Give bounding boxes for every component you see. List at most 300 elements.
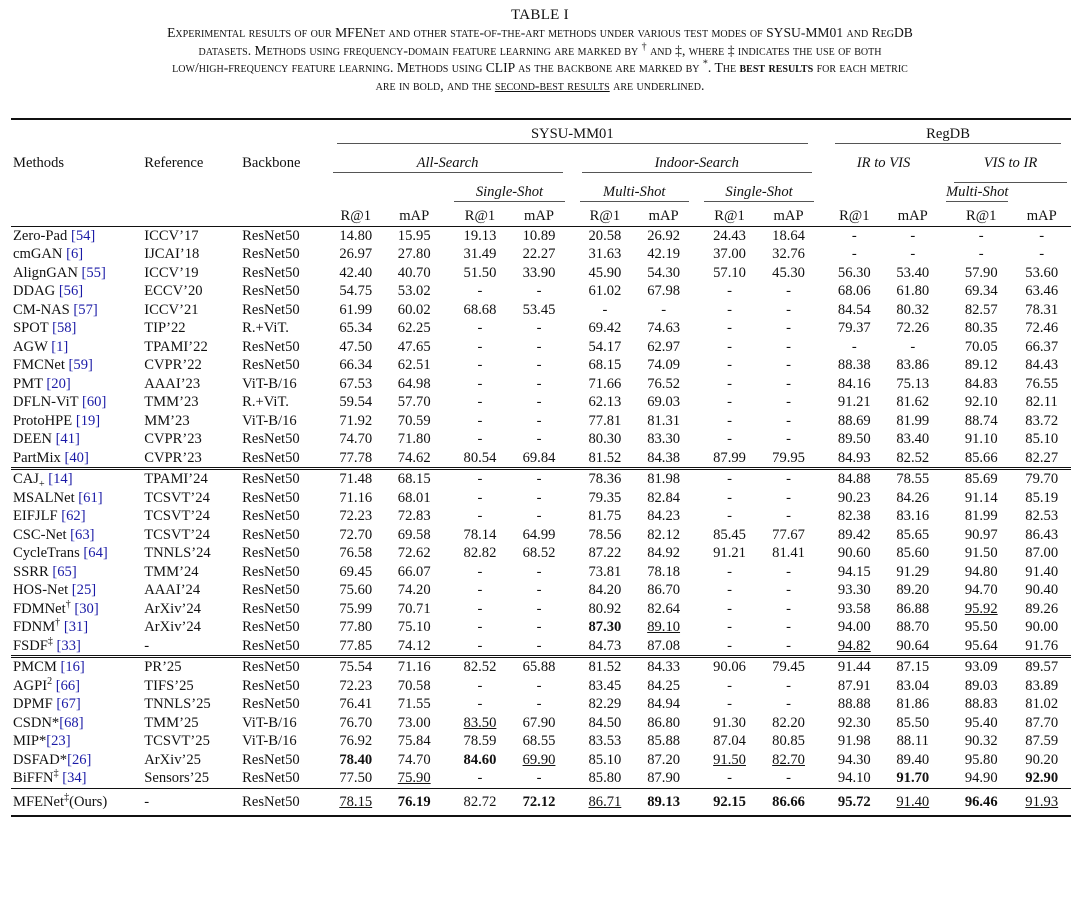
value-cell: 74.70 bbox=[339, 431, 373, 448]
value-cell: 69.45 bbox=[339, 563, 373, 580]
backbone-cell: ResNet50 bbox=[242, 227, 300, 244]
gap-cell bbox=[942, 677, 950, 696]
gap-cell bbox=[443, 282, 450, 301]
value-cell: 92.15 bbox=[700, 788, 759, 816]
value-cell: 82.84 bbox=[647, 489, 681, 506]
value-cell: 91.76 bbox=[1025, 637, 1059, 654]
reference-cell: AAAI’24 bbox=[144, 582, 201, 599]
value-cell: 94.82 bbox=[837, 637, 871, 654]
value-cell: 42.40 bbox=[339, 264, 373, 281]
reference-cell: TCSVT’24 bbox=[144, 508, 210, 525]
value-cell: 84.23 bbox=[647, 508, 681, 525]
value-cell: - bbox=[786, 489, 791, 506]
value-cell: 86.66 bbox=[759, 788, 818, 816]
method-superscript: ‡ bbox=[47, 635, 53, 647]
method-cell bbox=[11, 282, 142, 301]
value-cell: 79.35 bbox=[588, 489, 622, 506]
value-cell: - bbox=[536, 677, 542, 694]
gap-cell bbox=[818, 637, 825, 657]
value-cell: - bbox=[536, 283, 542, 300]
gap-cell bbox=[818, 393, 825, 412]
reference-cell: TPAMI’22 bbox=[144, 338, 208, 355]
method-superscript: 2 bbox=[47, 675, 53, 687]
method-name: MIP* bbox=[13, 733, 47, 750]
value-cell: 67.90 bbox=[522, 714, 556, 731]
value-cell: 74.09 bbox=[647, 357, 681, 374]
value-cell: 82.12 bbox=[647, 526, 681, 543]
value-cell: 15.95 bbox=[397, 227, 431, 244]
metric-r1: R@1 bbox=[825, 207, 883, 226]
value-cell: - bbox=[786, 677, 791, 694]
value-cell: - bbox=[786, 696, 791, 713]
gap-cell bbox=[942, 282, 950, 301]
value-cell: 94.30 bbox=[837, 751, 871, 768]
value-cell: - bbox=[759, 469, 818, 489]
value-cell: 78.55 bbox=[884, 469, 942, 489]
citation-link[interactable]: [61] bbox=[78, 489, 103, 506]
gap-cell bbox=[443, 526, 450, 545]
method-name: DEEN bbox=[13, 431, 56, 448]
value-cell: - bbox=[786, 283, 791, 300]
value-cell: 85.66 bbox=[964, 449, 998, 466]
citation-link[interactable]: [68] bbox=[59, 714, 84, 731]
value-cell: 73.81 bbox=[588, 563, 622, 580]
value-cell: - bbox=[727, 619, 732, 636]
value-cell: 75.60 bbox=[339, 582, 373, 599]
mode-vis-to-ir-label: VIS to IR bbox=[954, 155, 1067, 183]
method-cell bbox=[11, 375, 142, 394]
value-cell: 71.92 bbox=[339, 412, 373, 429]
value-cell: - bbox=[727, 357, 732, 374]
method-cell bbox=[11, 226, 142, 245]
gap-cell bbox=[693, 375, 700, 394]
citation-link[interactable]: [25] bbox=[71, 582, 97, 599]
metric-map: mAP bbox=[759, 207, 818, 226]
value-cell: 91.29 bbox=[896, 563, 930, 580]
value-cell: 80.85 bbox=[772, 733, 805, 750]
gap-cell bbox=[569, 319, 576, 338]
method-superscript: † bbox=[65, 598, 71, 610]
table-row bbox=[11, 469, 1071, 489]
value-cell: 69.03 bbox=[647, 394, 681, 411]
citation-link[interactable]: [1] bbox=[51, 338, 69, 355]
value-cell: - bbox=[477, 338, 483, 355]
backbone-cell: ViT-B/16 bbox=[242, 375, 297, 392]
value-cell: 60.02 bbox=[397, 301, 431, 318]
reference-cell: TCSVT’24 bbox=[144, 489, 210, 506]
backbone-cell: ResNet50 bbox=[242, 770, 300, 787]
backbone-cell: ResNet50 bbox=[242, 526, 300, 543]
value-cell: 69.90 bbox=[522, 751, 556, 768]
citation-link[interactable]: [55] bbox=[81, 264, 106, 281]
method-superscript: † bbox=[55, 617, 61, 629]
gap-cell bbox=[693, 526, 700, 545]
reference-cell: CVPR’23 bbox=[144, 431, 202, 448]
value-cell: 84.20 bbox=[588, 582, 622, 599]
citation-link[interactable]: [14] bbox=[48, 471, 73, 488]
citation-link[interactable]: [33] bbox=[56, 637, 81, 654]
value-cell: 84.73 bbox=[588, 637, 622, 654]
value-cell: 83.04 bbox=[896, 677, 930, 694]
citation-link[interactable]: [63] bbox=[70, 526, 95, 543]
citation-link[interactable]: [16] bbox=[60, 659, 85, 676]
value-cell: 70.05 bbox=[964, 338, 998, 355]
value-cell: - bbox=[786, 338, 791, 355]
value-cell: 82.20 bbox=[772, 714, 805, 731]
value-cell: - bbox=[477, 696, 483, 713]
value-cell: 91.10 bbox=[964, 431, 998, 448]
value-cell: 77.80 bbox=[339, 619, 373, 636]
gap-cell bbox=[693, 282, 700, 301]
value-cell: - bbox=[602, 301, 608, 318]
table-row bbox=[11, 581, 1071, 600]
value-cell: 54.75 bbox=[339, 283, 373, 300]
gap-cell bbox=[569, 695, 576, 714]
gap-cell bbox=[693, 600, 700, 619]
value-cell: - bbox=[536, 357, 542, 374]
gap-cell bbox=[693, 245, 700, 264]
method-name: FDMNet bbox=[13, 600, 66, 617]
table-row bbox=[11, 751, 1071, 770]
method-cell bbox=[11, 338, 142, 357]
metric-r1: R@1 bbox=[327, 207, 385, 226]
value-cell: 93.58 bbox=[837, 600, 871, 617]
mode-all-search-label: All-Search bbox=[333, 155, 563, 173]
backbone-cell: ResNet50 bbox=[242, 545, 300, 562]
gap-cell bbox=[942, 544, 950, 563]
value-cell: 69.58 bbox=[397, 526, 431, 543]
value-cell: - bbox=[727, 412, 732, 429]
reference-cell: ICCV’19 bbox=[144, 264, 199, 281]
value-cell: - bbox=[536, 619, 542, 636]
backbone-cell: ResNet50 bbox=[242, 489, 300, 506]
gap-cell bbox=[693, 507, 700, 526]
gap-cell bbox=[443, 469, 450, 489]
method-cell bbox=[11, 264, 142, 283]
value-cell: 87.22 bbox=[588, 545, 622, 562]
citation-link[interactable]: [30] bbox=[74, 600, 99, 617]
value-cell: 83.72 bbox=[1025, 412, 1059, 429]
method-cell bbox=[11, 449, 142, 469]
value-cell: 78.36 bbox=[576, 469, 635, 489]
value-cell: 78.31 bbox=[1025, 301, 1059, 318]
table-row bbox=[11, 714, 1071, 733]
gap-cell bbox=[443, 732, 450, 751]
value-cell: - bbox=[1039, 246, 1045, 263]
gap-cell bbox=[818, 282, 825, 301]
value-cell: 89.13 bbox=[634, 788, 693, 816]
value-cell: 31.49 bbox=[463, 246, 497, 263]
value-cell: 82.53 bbox=[1025, 508, 1059, 525]
value-cell: 47.65 bbox=[397, 338, 431, 355]
table-row bbox=[11, 449, 1071, 469]
gap-cell bbox=[942, 226, 950, 245]
value-cell: 78.59 bbox=[463, 733, 497, 750]
best-results-label: best results bbox=[739, 60, 814, 75]
ddagger-mark: ‡ bbox=[727, 42, 735, 58]
value-cell: 68.06 bbox=[837, 283, 871, 300]
value-cell: 56.30 bbox=[837, 264, 871, 281]
value-cell: 82.52 bbox=[896, 449, 930, 466]
gap-cell bbox=[569, 563, 576, 582]
citation-link[interactable]: [31] bbox=[63, 619, 89, 636]
gap-cell bbox=[569, 412, 576, 431]
value-cell: - bbox=[727, 431, 732, 448]
citation-link[interactable]: [58] bbox=[52, 320, 77, 337]
gap-cell bbox=[443, 600, 450, 619]
gap-cell bbox=[818, 657, 825, 677]
value-cell: 94.80 bbox=[964, 563, 998, 580]
method-name: HOS-Net bbox=[13, 582, 72, 599]
value-cell: 91.93 bbox=[1012, 788, 1071, 816]
value-cell: 89.42 bbox=[837, 526, 871, 543]
citation-link[interactable]: [23] bbox=[46, 733, 71, 750]
citation-link[interactable]: [64] bbox=[83, 545, 108, 562]
gap-cell bbox=[569, 375, 576, 394]
gap-cell bbox=[818, 264, 825, 283]
reference-cell: Sensors’25 bbox=[144, 770, 210, 787]
method-cell bbox=[11, 356, 142, 375]
value-cell: 62.13 bbox=[588, 394, 622, 411]
gap-cell bbox=[569, 788, 576, 816]
value-cell: 72.46 bbox=[1025, 320, 1059, 337]
method-name: MFENet bbox=[13, 793, 65, 810]
reference-cell: ArXiv’24 bbox=[144, 619, 201, 636]
gap-cell bbox=[818, 338, 825, 357]
value-cell: 87.08 bbox=[647, 637, 681, 654]
value-cell: 82.57 bbox=[964, 301, 998, 318]
method-cell bbox=[11, 469, 142, 489]
value-cell: 78.15 bbox=[327, 788, 385, 816]
value-cell: 71.66 bbox=[588, 375, 622, 392]
value-cell: 85.50 bbox=[896, 714, 930, 731]
citation-link[interactable]: [19] bbox=[75, 412, 101, 429]
value-cell: 75.99 bbox=[339, 600, 373, 617]
gap-cell bbox=[818, 526, 825, 545]
table-row bbox=[11, 526, 1071, 545]
value-cell: - bbox=[786, 619, 791, 636]
citation-link[interactable]: [40] bbox=[64, 449, 89, 466]
method-name: PMCM bbox=[13, 659, 61, 676]
method-name: FMCNet bbox=[13, 357, 69, 374]
col-reference: Reference bbox=[142, 119, 240, 207]
value-cell: 68.68 bbox=[463, 301, 497, 318]
shot-label: Multi-Shot bbox=[580, 184, 689, 202]
table-row bbox=[11, 657, 1071, 677]
value-cell: 32.76 bbox=[772, 246, 805, 263]
value-cell: - bbox=[450, 469, 509, 489]
value-cell: 85.88 bbox=[647, 733, 681, 750]
gap-cell bbox=[569, 338, 576, 357]
dataset-sysu bbox=[327, 119, 819, 149]
value-cell: - bbox=[786, 320, 791, 337]
reference-cell: PR’25 bbox=[142, 657, 240, 677]
value-cell: 80.92 bbox=[588, 600, 622, 617]
value-cell: - bbox=[786, 600, 791, 617]
value-cell: - bbox=[700, 469, 759, 489]
value-cell: - bbox=[477, 320, 483, 337]
value-cell: - bbox=[477, 637, 483, 654]
reference-cell: TMM’25 bbox=[144, 714, 199, 731]
value-cell: - bbox=[536, 563, 542, 580]
gap-cell bbox=[818, 469, 825, 489]
dataset-regdb bbox=[825, 119, 1071, 149]
citation-link[interactable]: [65] bbox=[52, 563, 77, 580]
value-cell: 88.69 bbox=[837, 412, 871, 429]
gap-cell bbox=[693, 618, 700, 637]
method-cell bbox=[11, 695, 142, 714]
gap-cell bbox=[443, 695, 450, 714]
gap-cell bbox=[443, 788, 450, 816]
value-cell: 84.94 bbox=[647, 696, 681, 713]
value-cell: 19.13 bbox=[463, 227, 497, 244]
caption-line-3 bbox=[0, 59, 1080, 77]
value-cell: 84.50 bbox=[588, 714, 622, 731]
value-cell: 40.70 bbox=[397, 264, 431, 281]
value-cell: 80.32 bbox=[896, 301, 930, 318]
metric-r1: R@1 bbox=[950, 207, 1012, 226]
method-cell bbox=[11, 563, 142, 582]
shot-label: Single-Shot bbox=[454, 184, 564, 202]
table-row bbox=[11, 245, 1071, 264]
gap-cell bbox=[443, 375, 450, 394]
backbone-cell: ResNet50 bbox=[242, 283, 300, 300]
reference-cell: AAAI’23 bbox=[144, 375, 201, 392]
citation-link[interactable]: [57] bbox=[73, 301, 98, 318]
method-name: CAJ bbox=[13, 471, 39, 488]
value-cell: 64.99 bbox=[522, 526, 556, 543]
value-cell: 89.40 bbox=[896, 751, 930, 768]
value-cell: 87.70 bbox=[1025, 714, 1059, 731]
gap-cell bbox=[569, 282, 576, 301]
gap-cell bbox=[693, 695, 700, 714]
value-cell: 96.46 bbox=[950, 788, 1012, 816]
value-cell: 71.55 bbox=[397, 696, 431, 713]
gap-cell bbox=[443, 226, 450, 245]
citation-link[interactable]: [62] bbox=[61, 508, 86, 525]
citation-link[interactable]: [59] bbox=[68, 357, 93, 374]
value-cell: 72.12 bbox=[509, 788, 568, 816]
table-row bbox=[11, 695, 1071, 714]
citation-link[interactable]: [20] bbox=[46, 375, 71, 392]
citation-link[interactable]: [60] bbox=[82, 394, 107, 411]
shot-label: Single-Shot bbox=[704, 184, 814, 202]
value-cell: 79.37 bbox=[837, 320, 871, 337]
backbone-cell: ResNet50 bbox=[242, 582, 300, 599]
value-cell: 91.70 bbox=[896, 770, 930, 787]
value-cell: 75.13 bbox=[896, 375, 930, 392]
gap-cell bbox=[942, 600, 950, 619]
value-cell: 53.45 bbox=[522, 301, 556, 318]
gap-cell bbox=[942, 769, 950, 788]
gap-cell bbox=[693, 544, 700, 563]
table-row bbox=[11, 356, 1071, 375]
value-cell: 75.54 bbox=[327, 657, 385, 677]
reference-cell: CVPR’23 bbox=[144, 449, 202, 466]
value-cell: 59.54 bbox=[339, 394, 373, 411]
gap-cell bbox=[818, 319, 825, 338]
value-cell: 51.50 bbox=[463, 264, 497, 281]
citation-link[interactable]: [56] bbox=[58, 283, 84, 300]
gap-cell bbox=[942, 581, 950, 600]
value-cell: - bbox=[727, 338, 732, 355]
reference-cell: TMM’24 bbox=[144, 563, 199, 580]
gap-cell bbox=[443, 507, 450, 526]
value-cell: 95.64 bbox=[964, 637, 998, 654]
gap-cell bbox=[942, 637, 950, 657]
method-cell bbox=[11, 677, 142, 696]
gap-cell bbox=[569, 657, 576, 677]
value-cell: 45.90 bbox=[588, 264, 622, 281]
value-cell: - bbox=[727, 320, 732, 337]
value-cell: 76.58 bbox=[339, 545, 373, 562]
gap-cell bbox=[569, 469, 576, 489]
value-cell: 71.80 bbox=[397, 431, 431, 448]
method-cell bbox=[11, 600, 142, 619]
metric-map: mAP bbox=[1012, 207, 1071, 226]
citation-link[interactable]: [41] bbox=[55, 431, 80, 448]
gap-cell bbox=[818, 412, 825, 431]
backbone-cell: ResNet50 bbox=[240, 657, 326, 677]
value-cell: - bbox=[477, 677, 483, 694]
value-cell: - bbox=[536, 770, 542, 787]
value-cell: - bbox=[727, 677, 732, 694]
citation-link[interactable]: [54] bbox=[70, 227, 96, 244]
citation-link[interactable]: [26] bbox=[67, 751, 92, 768]
value-cell: 78.14 bbox=[463, 526, 497, 543]
backbone-cell: ResNet50 bbox=[242, 637, 300, 654]
table-row bbox=[11, 489, 1071, 508]
gap-cell bbox=[693, 356, 700, 375]
gap-cell bbox=[443, 751, 450, 770]
gap-cell bbox=[569, 264, 576, 283]
value-cell: 69.42 bbox=[588, 320, 622, 337]
value-cell: - bbox=[477, 394, 483, 411]
citation-link[interactable]: [34] bbox=[62, 770, 87, 787]
value-cell: 92.90 bbox=[1025, 770, 1059, 787]
reference-cell: TIFS’25 bbox=[144, 677, 194, 694]
method-cell bbox=[11, 788, 142, 816]
method-name: CSC-Net bbox=[13, 526, 71, 543]
gap-cell bbox=[818, 430, 825, 449]
citation-link[interactable]: [6] bbox=[66, 246, 84, 263]
method-cell bbox=[11, 751, 142, 770]
reference-cell: ICCV’21 bbox=[144, 301, 199, 318]
citation-link[interactable]: [67] bbox=[56, 696, 81, 713]
value-cell: 27.80 bbox=[397, 246, 431, 263]
value-cell: 62.25 bbox=[397, 320, 431, 337]
value-cell: 86.88 bbox=[896, 600, 930, 617]
method-name: DPMF bbox=[13, 696, 57, 713]
value-cell: 45.30 bbox=[772, 264, 805, 281]
gap-cell bbox=[443, 393, 450, 412]
backbone-cell: ResNet50 bbox=[242, 264, 300, 281]
gap-cell bbox=[443, 544, 450, 563]
value-cell: 93.30 bbox=[837, 582, 871, 599]
backbone-cell: ResNet50 bbox=[242, 246, 300, 263]
value-cell: 94.10 bbox=[837, 770, 871, 787]
value-cell: 85.65 bbox=[896, 526, 930, 543]
citation-link[interactable]: [66] bbox=[55, 677, 81, 694]
value-cell: 84.38 bbox=[647, 449, 681, 466]
method-name: CycleTrans bbox=[13, 545, 84, 562]
value-cell: 86.70 bbox=[647, 582, 681, 599]
gap-cell bbox=[942, 657, 950, 677]
value-cell: - bbox=[536, 696, 542, 713]
method-cell bbox=[11, 489, 142, 508]
method-cell bbox=[11, 769, 142, 788]
value-cell: 70.58 bbox=[397, 677, 431, 694]
